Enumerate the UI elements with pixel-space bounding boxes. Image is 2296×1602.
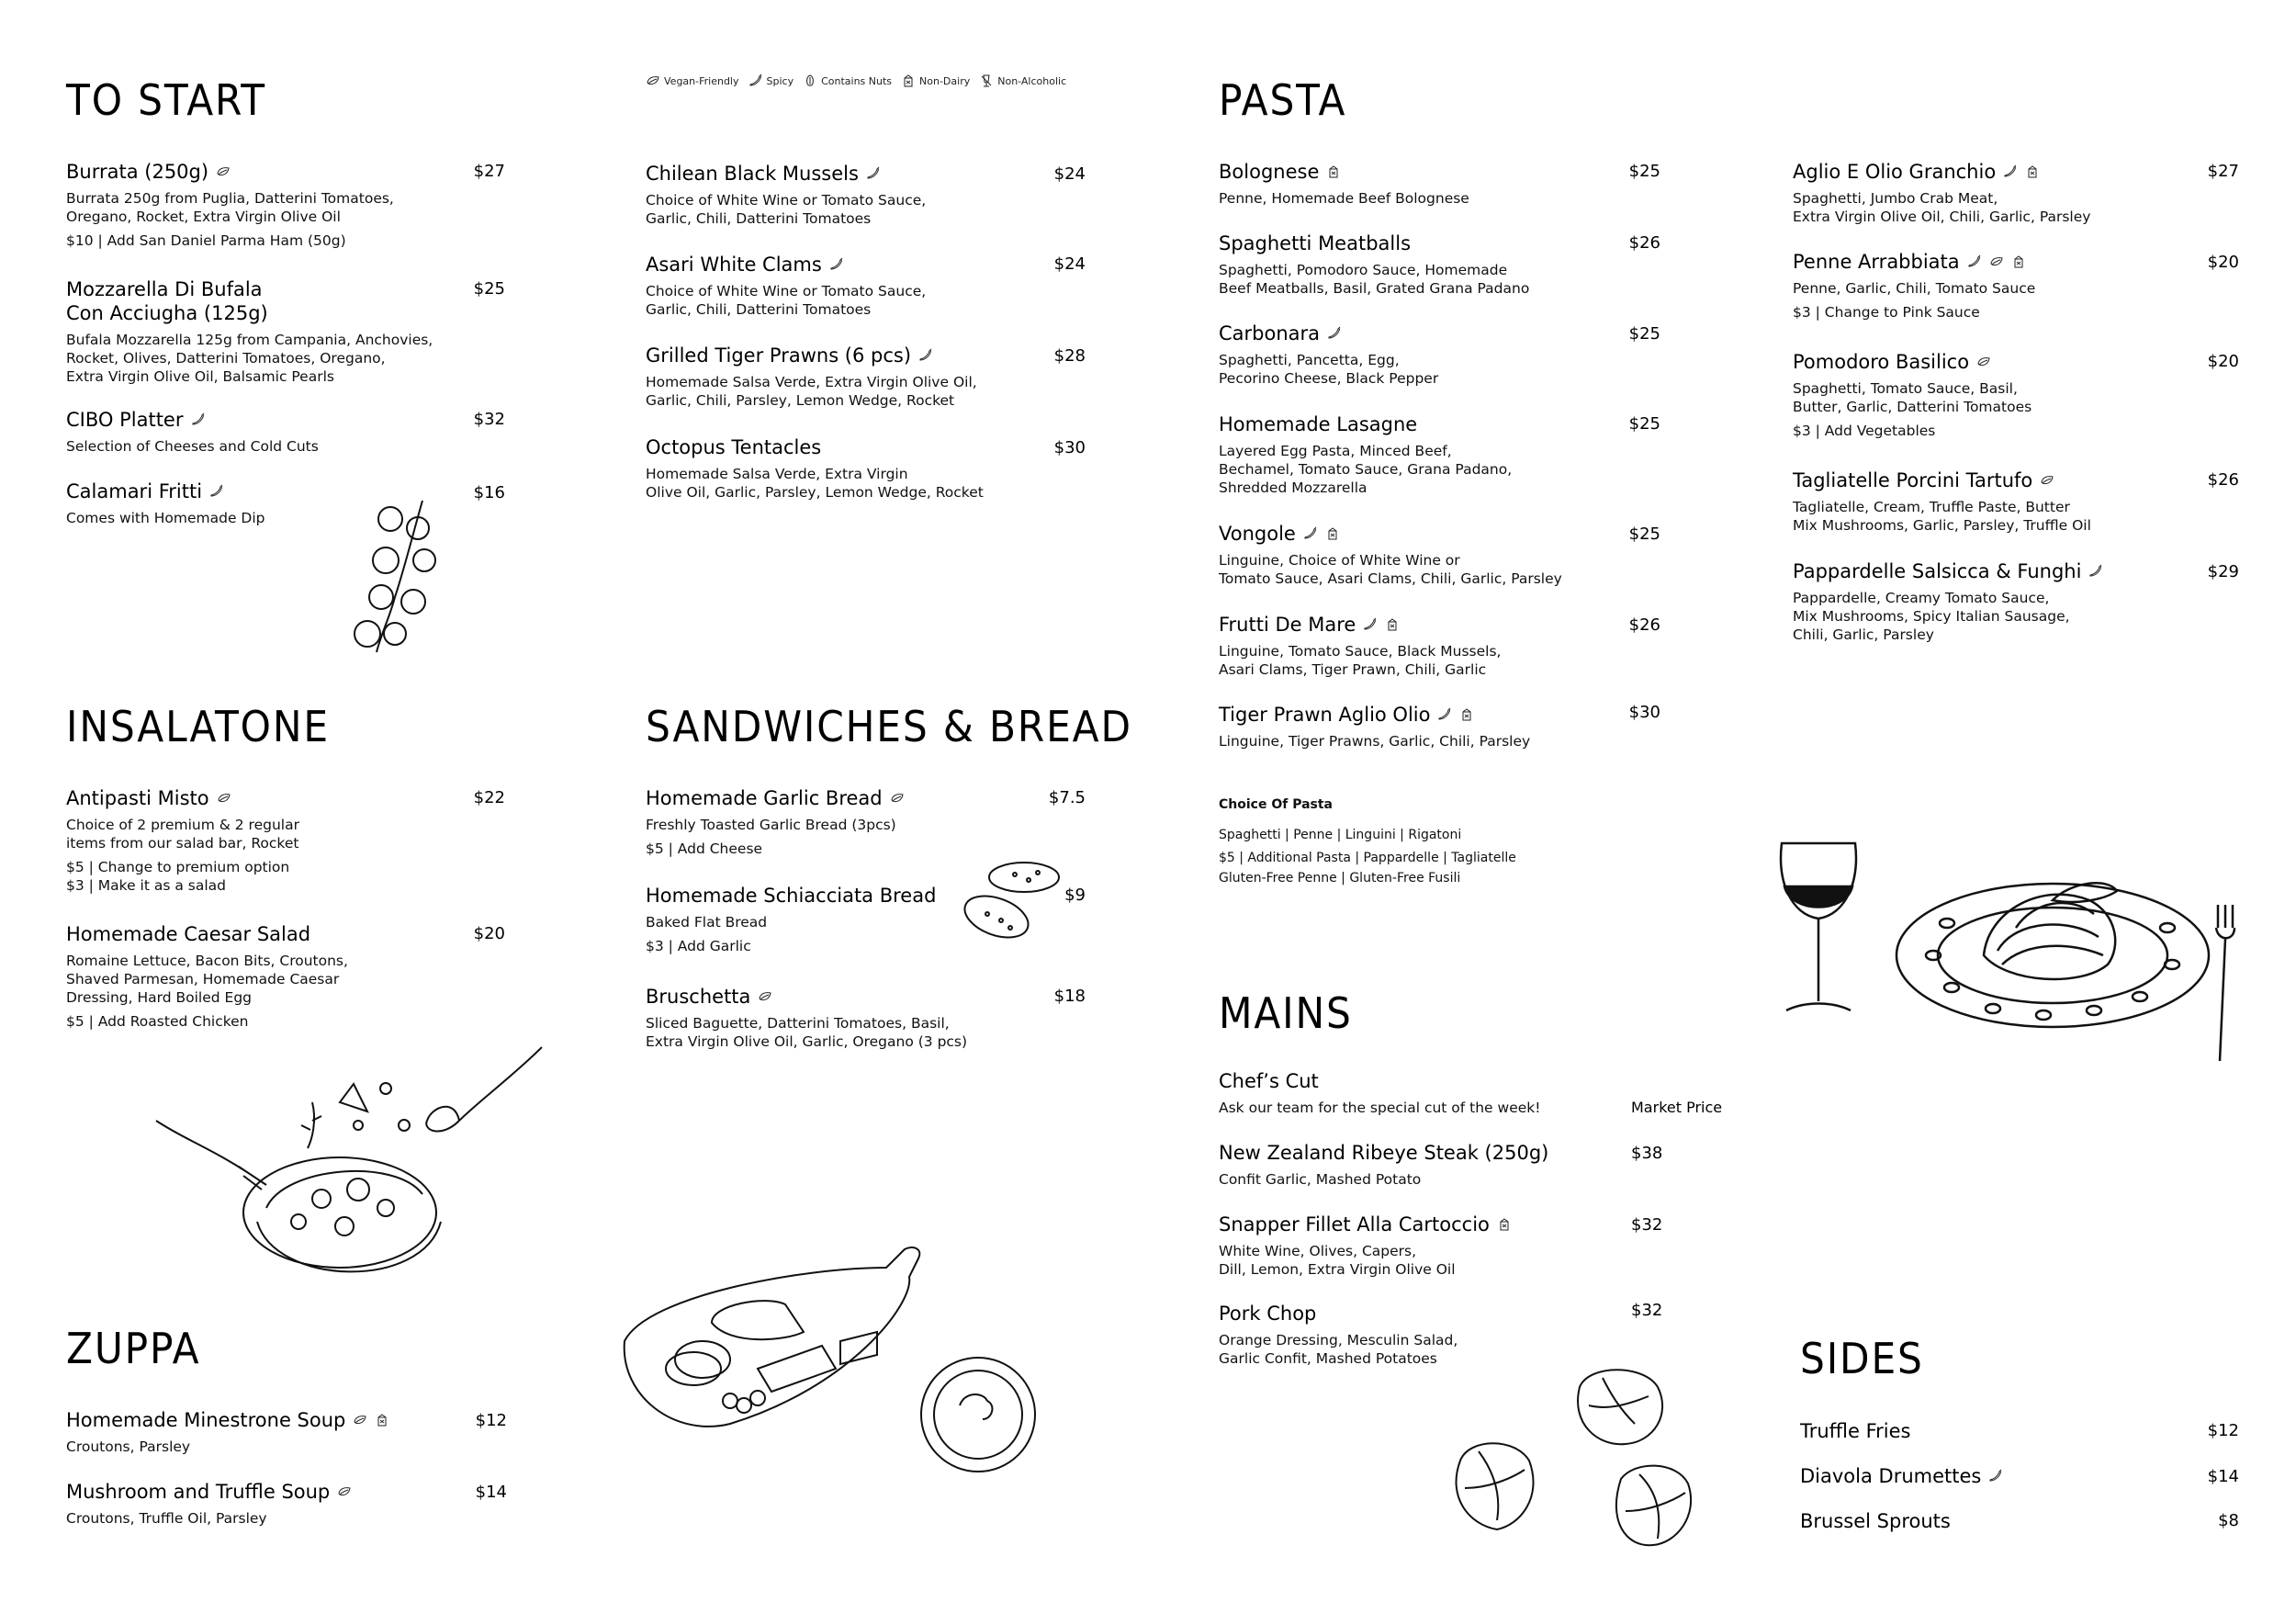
section-heading-mains: MAINS bbox=[1219, 988, 1353, 1038]
item-price: $20 bbox=[2207, 352, 2239, 371]
item-price: $22 bbox=[473, 788, 505, 807]
item-name: Carbonara bbox=[1219, 322, 1321, 344]
brussel-sprouts-illustration bbox=[1442, 1359, 1717, 1562]
item-price: $38 bbox=[1631, 1144, 1663, 1163]
item-name: Pork Chop bbox=[1219, 1303, 1317, 1325]
menu-item bbox=[646, 253, 1050, 319]
pasta-options-line: Gluten-Free Penne | Gluten-Free Fusili bbox=[1219, 871, 1461, 886]
chili-icon bbox=[1437, 707, 1452, 722]
item-name: Pomodoro Basilico bbox=[1793, 351, 1970, 373]
legend-non-dairy bbox=[901, 73, 970, 88]
item-name: Chef’s Cut bbox=[1219, 1070, 1319, 1092]
leaf-icon bbox=[890, 791, 905, 806]
item-price: $26 bbox=[2207, 470, 2239, 490]
item-price: $30 bbox=[1053, 438, 1086, 457]
tomato-vine-illustration bbox=[340, 496, 450, 661]
carton-icon bbox=[1497, 1217, 1512, 1232]
item-price: $26 bbox=[1628, 615, 1660, 635]
item-price: $32 bbox=[473, 410, 505, 429]
chili-icon bbox=[2003, 164, 2018, 179]
item-name: Penne Arrabbiata bbox=[1793, 251, 1960, 273]
item-addon: $5 | Change to premium option $3 | Make it as a salad bbox=[66, 859, 290, 894]
carton-icon bbox=[1385, 617, 1400, 632]
item-price: $24 bbox=[1053, 254, 1086, 274]
item-addon: $3 | Change to Pink Sauce bbox=[1793, 304, 1980, 321]
item-name: Grilled Tiger Prawns (6 pcs) bbox=[646, 344, 912, 367]
wine-and-pasta-illustration bbox=[1777, 827, 2245, 1075]
item-price: $32 bbox=[1631, 1215, 1663, 1235]
item-description: Tagliatelle, Cream, Truffle Paste, Butter Mix Mushrooms, Garlic, Parsley, Truffle Oil bbox=[1793, 499, 2091, 534]
glass-icon bbox=[979, 73, 994, 88]
item-price: $12 bbox=[2207, 1421, 2239, 1440]
item-description: Choice of 2 premium & 2 regular items from our salad bar, Rocket bbox=[66, 817, 299, 852]
item-description: Freshly Toasted Garlic Bread (3pcs) bbox=[646, 817, 896, 833]
menu-item bbox=[1219, 613, 1623, 679]
item-name: Snapper Fillet Alla Cartoccio bbox=[1219, 1213, 1490, 1235]
item-description: Spaghetti, Tomato Sauce, Basil, Butter, Garlic, Datterini Tomatoes bbox=[1793, 380, 2032, 415]
item-price: $20 bbox=[2207, 253, 2239, 272]
item-name: Homemade Garlic Bread bbox=[646, 787, 883, 809]
salad-bowl-illustration bbox=[147, 1038, 560, 1314]
item-name: Aglio E Olio Granchio bbox=[1793, 161, 1997, 183]
leaf-icon bbox=[2040, 473, 2054, 488]
item-price: $14 bbox=[475, 1483, 507, 1502]
item-price: $8 bbox=[2218, 1511, 2239, 1530]
item-price: $26 bbox=[1628, 233, 1660, 253]
item-price: $25 bbox=[1628, 324, 1660, 344]
menu-item bbox=[646, 344, 1050, 410]
item-price: $28 bbox=[1053, 346, 1086, 366]
item-name: Vongole bbox=[1219, 523, 1296, 545]
item-description: Romaine Lettuce, Bacon Bits, Croutons, Shaved Parmesan, Homemade Caesar Dressing, Hard Boiled Egg bbox=[66, 953, 348, 1006]
chili-icon bbox=[2088, 564, 2103, 579]
item-name: Frutti De Mare bbox=[1219, 614, 1356, 636]
menu-item bbox=[1219, 231, 1623, 298]
chili-icon bbox=[829, 257, 844, 272]
item-description: Spaghetti, Pancetta, Egg, Pecorino Cheese, Black Pepper bbox=[1219, 352, 1439, 387]
item-description: Sliced Baguette, Datterini Tomatoes, Basil, Extra Virgin Olive Oil, Garlic, Oregano (3 pcs) bbox=[646, 1015, 968, 1050]
menu-item bbox=[1219, 1141, 1623, 1189]
item-description: Croutons, Parsley bbox=[66, 1438, 191, 1455]
menu-item bbox=[1219, 322, 1623, 388]
menu-item bbox=[66, 1480, 461, 1528]
menu-item bbox=[1219, 160, 1623, 208]
leaf-icon bbox=[217, 791, 231, 806]
item-price: $27 bbox=[473, 162, 505, 181]
legend-label: Contains Nuts bbox=[821, 74, 893, 87]
item-name: CIBO Platter bbox=[66, 409, 184, 431]
item-description: Spaghetti, Jumbo Crab Meat, Extra Virgin Olive Oil, Chili, Garlic, Parsley bbox=[1793, 190, 2091, 225]
legend-label: Spicy bbox=[766, 74, 794, 87]
item-name: Antipasti Misto bbox=[66, 787, 209, 809]
item-description: Selection of Cheeses and Cold Cuts bbox=[66, 438, 319, 455]
menu-item bbox=[646, 985, 1050, 1051]
item-price: $12 bbox=[475, 1411, 507, 1430]
item-price: $30 bbox=[1628, 703, 1660, 722]
carton-icon bbox=[901, 73, 916, 88]
item-addon: $3 | Add Vegetables bbox=[1793, 423, 1936, 439]
chili-icon bbox=[918, 348, 933, 363]
item-description: Orange Dressing, Mesculin Salad, Garlic Confit, Mashed Potatoes bbox=[1219, 1332, 1458, 1367]
item-price: $25 bbox=[473, 279, 505, 299]
item-name: Tiger Prawn Aglio Olio bbox=[1219, 704, 1431, 726]
item-price: $16 bbox=[473, 483, 505, 502]
item-name: Homemade Lasagne bbox=[1219, 413, 1418, 435]
menu-item bbox=[1793, 350, 2197, 440]
item-price: $24 bbox=[1053, 164, 1086, 184]
leaf-icon bbox=[353, 1413, 367, 1427]
menu-item bbox=[646, 435, 1050, 502]
menu-item bbox=[66, 922, 452, 1031]
leaf-icon bbox=[216, 164, 231, 179]
leaf-icon bbox=[1989, 254, 2004, 269]
menu-item bbox=[1219, 703, 1623, 750]
item-name: Mozzarella Di Bufala Con Acciugha (125g) bbox=[66, 278, 268, 324]
item-name: Chilean Black Mussels bbox=[646, 163, 859, 185]
item-addon: $5 | Add Cheese bbox=[646, 840, 763, 857]
legend-label: Non-Alcoholic bbox=[997, 74, 1067, 87]
section-heading-to-start: TO START bbox=[66, 75, 266, 125]
menu-item bbox=[646, 162, 1050, 228]
menu-item bbox=[66, 277, 470, 386]
side-item bbox=[1800, 1464, 2003, 1488]
item-price: $27 bbox=[2207, 162, 2239, 181]
item-name: Mushroom and Truffle Soup bbox=[66, 1481, 331, 1503]
menu-item bbox=[1219, 1213, 1623, 1279]
carton-icon bbox=[1326, 164, 1341, 179]
item-name: Diavola Drumettes bbox=[1800, 1465, 1982, 1487]
item-price: $18 bbox=[1053, 987, 1086, 1006]
pasta-options-line: $5 | Additional Pasta | Pappardelle | Tagliatelle bbox=[1219, 851, 1516, 865]
item-description: Baked Flat Bread bbox=[646, 914, 768, 931]
legend-label: Non-Dairy bbox=[919, 74, 971, 87]
item-name: Spaghetti Meatballs bbox=[1219, 232, 1412, 254]
item-name: Brussel Sprouts bbox=[1800, 1510, 1951, 1532]
legend-label: Vegan-Friendly bbox=[664, 74, 739, 87]
item-description: Layered Egg Pasta, Minced Beef, Bechamel, Tomato Sauce, Grana Padano, Shredded Mozzarella bbox=[1219, 443, 1513, 496]
chili-icon bbox=[1988, 1469, 2003, 1484]
chili-icon bbox=[1967, 254, 1982, 269]
item-name: Octopus Tentacles bbox=[646, 436, 822, 458]
chili-icon bbox=[191, 412, 206, 427]
item-price: Market Price bbox=[1631, 1099, 1723, 1116]
item-name: Homemade Schiacciata Bread bbox=[646, 885, 937, 907]
item-description: Confit Garlic, Mashed Potato bbox=[1219, 1171, 1422, 1188]
item-name: Homemade Minestrone Soup bbox=[66, 1409, 346, 1431]
item-description: Bufala Mozzarella 125g from Campania, Anchovies, Rocket, Olives, Datterini Tomatoes, Oregano, Extra Virgin Olive Oil, Balsamic Pearls bbox=[66, 332, 433, 385]
menu-item bbox=[646, 786, 1050, 858]
menu-item bbox=[66, 408, 452, 456]
dietary-legend bbox=[646, 73, 1066, 88]
menu-item bbox=[1793, 250, 2197, 322]
item-price: $25 bbox=[1628, 414, 1660, 434]
menu-item bbox=[1793, 468, 2197, 535]
chili-icon bbox=[866, 166, 881, 181]
menu-item bbox=[66, 160, 452, 250]
carton-icon bbox=[2011, 254, 2026, 269]
carton-icon bbox=[1459, 707, 1474, 722]
leaf-icon bbox=[1976, 355, 1991, 369]
carton-icon bbox=[375, 1413, 389, 1427]
leaf-icon bbox=[337, 1484, 352, 1499]
item-price: $20 bbox=[473, 924, 505, 943]
item-name: Burrata (250g) bbox=[66, 161, 209, 183]
item-description: Linguine, Tomato Sauce, Black Mussels, Asari Clams, Tiger Prawn, Chili, Garlic bbox=[1219, 643, 1502, 678]
menu-item bbox=[1219, 522, 1623, 588]
item-name: Bruschetta bbox=[646, 986, 751, 1008]
nut-icon bbox=[803, 73, 817, 88]
side-item bbox=[1800, 1419, 1910, 1443]
item-price: $32 bbox=[1631, 1301, 1663, 1320]
section-heading-zuppa: ZUPPA bbox=[66, 1324, 201, 1373]
charcuterie-board-illustration bbox=[620, 1231, 1079, 1479]
section-heading-sandwiches: SANDWICHES & BREAD bbox=[646, 702, 1132, 751]
item-description: Penne, Garlic, Chili, Tomato Sauce bbox=[1793, 280, 2036, 297]
item-description: Burrata 250g from Puglia, Datterini Tomatoes, Oregano, Rocket, Extra Virgin Olive Oil bbox=[66, 190, 394, 225]
legend-spicy bbox=[748, 73, 794, 88]
legend-nuts bbox=[803, 73, 892, 88]
item-name: Pappardelle Salsicca & Funghi bbox=[1793, 560, 2082, 582]
section-heading-pasta: PASTA bbox=[1219, 75, 1347, 125]
leaf-icon bbox=[646, 73, 660, 88]
item-description: Choice of White Wine or Tomato Sauce, Garlic, Chili, Datterini Tomatoes bbox=[646, 283, 927, 318]
item-name: Homemade Caesar Salad bbox=[66, 923, 311, 945]
item-price: $14 bbox=[2207, 1467, 2239, 1486]
item-description: Linguine, Tiger Prawns, Garlic, Chili, Parsley bbox=[1219, 733, 1531, 750]
item-description: Ask our team for the special cut of the week! bbox=[1219, 1100, 1541, 1116]
item-description: Comes with Homemade Dip bbox=[66, 510, 265, 526]
item-description: Linguine, Choice of White Wine or Tomato Sauce, Asari Clams, Chili, Garlic, Parsley bbox=[1219, 552, 1562, 587]
item-addon: $3 | Add Garlic bbox=[646, 938, 751, 954]
chili-icon bbox=[748, 73, 763, 88]
item-addon: $10 | Add San Daniel Parma Ham (50g) bbox=[66, 232, 346, 249]
item-name: New Zealand Ribeye Steak (250g) bbox=[1219, 1142, 1549, 1164]
item-description: White Wine, Olives, Capers, Dill, Lemon, Extra Virgin Olive Oil bbox=[1219, 1243, 1456, 1278]
pasta-options-line: Spaghetti | Penne | Linguini | Rigatoni bbox=[1219, 828, 1462, 842]
legend-non-alcoholic bbox=[979, 73, 1066, 88]
garlic-bread-illustration bbox=[960, 854, 1061, 946]
chili-icon bbox=[209, 484, 224, 499]
section-heading-sides: SIDES bbox=[1800, 1334, 1924, 1383]
menu-item bbox=[66, 786, 452, 895]
item-price: $7.5 bbox=[1048, 788, 1086, 807]
item-description: Spaghetti, Pomodoro Sauce, Homemade Beef Meatballs, Basil, Grated Grana Padano bbox=[1219, 262, 1530, 297]
chili-icon bbox=[1363, 617, 1378, 632]
item-description: Pappardelle, Creamy Tomato Sauce, Mix Mushrooms, Spicy Italian Sausage, Chili, Garlic, Parsley bbox=[1793, 590, 2070, 643]
chili-icon bbox=[1303, 526, 1318, 541]
legend-vegan bbox=[646, 73, 739, 88]
item-description: Penne, Homemade Beef Bolognese bbox=[1219, 190, 1469, 207]
section-heading-insalatone: INSALATONE bbox=[66, 702, 330, 751]
chili-icon bbox=[1327, 326, 1342, 341]
carton-icon bbox=[1325, 526, 1340, 541]
item-description: Choice of White Wine or Tomato Sauce, Garlic, Chili, Datterini Tomatoes bbox=[646, 192, 927, 227]
choice-of-pasta-title: Choice Of Pasta bbox=[1219, 797, 1333, 812]
item-price: $25 bbox=[1628, 162, 1660, 181]
item-description: Homemade Salsa Verde, Extra Virgin Olive Oil, Garlic, Chili, Parsley, Lemon Wedge, Rocket bbox=[646, 374, 977, 409]
item-price: $29 bbox=[2207, 562, 2239, 581]
item-price: $9 bbox=[1064, 886, 1086, 905]
item-name: Asari White Clams bbox=[646, 254, 822, 276]
item-name: Truffle Fries bbox=[1800, 1420, 1911, 1442]
item-description: Homemade Salsa Verde, Extra Virgin Olive Oil, Garlic, Parsley, Lemon Wedge, Rocket bbox=[646, 466, 984, 501]
side-item bbox=[1800, 1509, 1951, 1533]
menu-item bbox=[1219, 1069, 1623, 1117]
item-name: Bolognese bbox=[1219, 161, 1320, 183]
menu-item bbox=[1793, 559, 2197, 644]
carton-icon bbox=[2025, 164, 2040, 179]
item-price: $25 bbox=[1628, 525, 1660, 544]
item-addon: $5 | Add Roasted Chicken bbox=[66, 1013, 249, 1030]
menu-item bbox=[1793, 160, 2197, 226]
item-description: Croutons, Truffle Oil, Parsley bbox=[66, 1510, 267, 1527]
item-name: Tagliatelle Porcini Tartufo bbox=[1793, 469, 2033, 491]
item-name: Calamari Fritti bbox=[66, 480, 203, 502]
menu-item bbox=[66, 1408, 461, 1456]
menu-item bbox=[1219, 1302, 1623, 1368]
leaf-icon bbox=[758, 989, 772, 1004]
menu-item bbox=[1219, 412, 1623, 497]
